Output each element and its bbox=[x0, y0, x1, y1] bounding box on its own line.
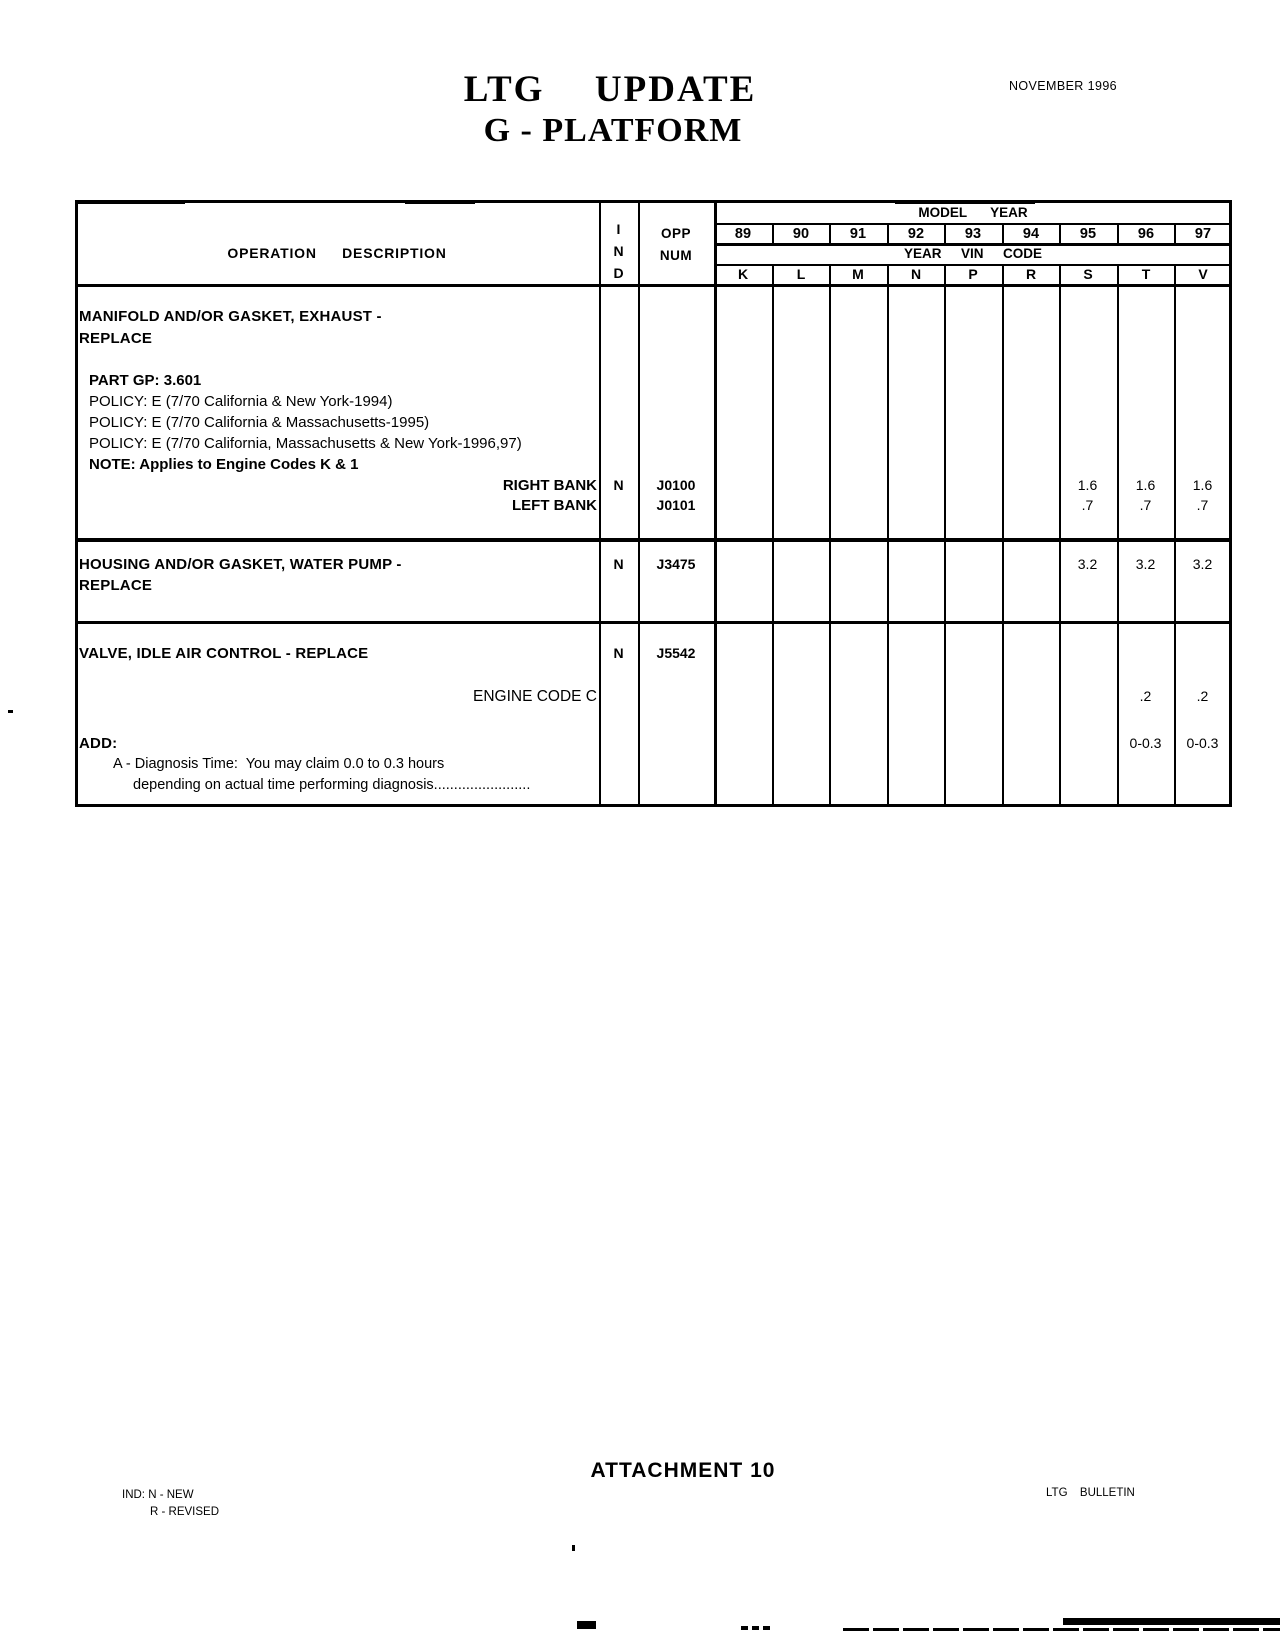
opp-num-value: J0101 bbox=[656, 497, 696, 513]
labor-hours: 1.6 bbox=[1192, 477, 1213, 493]
scan-blotch bbox=[577, 1621, 596, 1629]
diagnosis-note-line: A - Diagnosis Time: You may claim 0.0 to 0.3 hours bbox=[113, 756, 445, 772]
grid-line bbox=[944, 264, 946, 807]
operation-title: HOUSING AND/OR GASKET, WATER PUMP - bbox=[79, 556, 402, 573]
opp-num-value: J5542 bbox=[656, 645, 696, 661]
vin-header-t: T bbox=[1141, 266, 1151, 282]
labor-hours: .7 bbox=[1081, 497, 1094, 513]
policy-line: POLICY: E (7/70 California & New York-1994) bbox=[89, 393, 393, 410]
ltg-bulletin-label: LTG BULLETIN bbox=[1046, 1487, 1135, 1499]
year-header-96: 96 bbox=[1137, 226, 1155, 242]
vin-header-m: M bbox=[852, 266, 864, 282]
labor-hours: 0-0.3 bbox=[1129, 735, 1162, 751]
grid-line bbox=[714, 223, 1232, 225]
column-header-opp: OPP bbox=[660, 226, 691, 241]
scan-blotch bbox=[895, 200, 1035, 204]
grid-line bbox=[772, 264, 774, 807]
model-year-header: MODEL YEAR bbox=[918, 205, 1028, 220]
ind-value: N bbox=[613, 556, 624, 572]
year-header-97: 97 bbox=[1194, 226, 1212, 242]
labor-time-table bbox=[75, 200, 1232, 807]
year-header-89: 89 bbox=[734, 226, 752, 242]
scan-bar bbox=[1063, 1618, 1280, 1625]
scan-blotch bbox=[75, 200, 185, 204]
table-border-top bbox=[75, 200, 1232, 203]
ind-value: N bbox=[613, 477, 624, 493]
grid-line bbox=[1059, 264, 1061, 807]
scan-blotch bbox=[405, 200, 475, 204]
labor-hours: .2 bbox=[1139, 688, 1152, 704]
year-header-92: 92 bbox=[907, 226, 925, 242]
opp-num-value: J0100 bbox=[656, 477, 696, 493]
ind-legend-revised: R - REVISED bbox=[150, 1506, 220, 1518]
year-header-94: 94 bbox=[1022, 226, 1040, 242]
column-header-ind-letter: I bbox=[616, 221, 621, 237]
policy-line: POLICY: E (7/70 California, Massachusetts & New York-1996,97) bbox=[89, 435, 522, 452]
year-header-95: 95 bbox=[1079, 226, 1097, 242]
vin-header-n: N bbox=[910, 266, 922, 282]
column-header-ind-letter: N bbox=[613, 243, 624, 259]
vin-header-r: R bbox=[1025, 266, 1037, 282]
sub-op-label-left-bank: LEFT BANK bbox=[512, 497, 597, 514]
part-gp-line: PART GP: 3.601 bbox=[89, 372, 202, 389]
grid-line bbox=[1117, 264, 1119, 807]
vin-header-k: K bbox=[737, 266, 749, 282]
operation-title: REPLACE bbox=[79, 577, 153, 594]
policy-line: POLICY: E (7/70 California & Massachusetts-1995) bbox=[89, 414, 430, 431]
operation-title: MANIFOLD AND/OR GASKET, EXHAUST - bbox=[79, 308, 382, 325]
operation-title: VALVE, IDLE AIR CONTROL - REPLACE bbox=[79, 645, 369, 662]
page-subtitle: G - PLATFORM bbox=[483, 112, 743, 149]
labor-hours: .7 bbox=[1139, 497, 1152, 513]
scan-line bbox=[843, 1628, 1280, 1631]
grid-line bbox=[714, 200, 717, 807]
column-header-num: NUM bbox=[659, 248, 693, 263]
labor-hours: 3.2 bbox=[1135, 556, 1156, 572]
grid-line bbox=[1002, 264, 1004, 807]
grid-line bbox=[1174, 264, 1176, 807]
attachment-label: ATTACHMENT 10 bbox=[590, 1459, 776, 1482]
year-header-91: 91 bbox=[849, 226, 867, 242]
add-label: ADD: bbox=[79, 735, 118, 752]
vin-header-v: V bbox=[1198, 266, 1208, 282]
year-header-90: 90 bbox=[792, 226, 810, 242]
ind-legend-new: IND: N - NEW bbox=[122, 1489, 194, 1501]
labor-hours: 1.6 bbox=[1077, 477, 1098, 493]
page-title: LTG UPDATE bbox=[463, 69, 757, 110]
grid-line bbox=[599, 200, 601, 807]
column-header-ind-letter: D bbox=[613, 265, 624, 281]
opp-num-value: J3475 bbox=[656, 556, 696, 572]
labor-hours: 3.2 bbox=[1192, 556, 1213, 572]
labor-hours: .2 bbox=[1196, 688, 1209, 704]
operation-title: REPLACE bbox=[79, 330, 153, 347]
year-header-93: 93 bbox=[964, 226, 982, 242]
note-line: NOTE: Applies to Engine Codes K & 1 bbox=[89, 456, 359, 473]
diagnosis-note-line: depending on actual time performing diagnosis........................ bbox=[133, 777, 531, 793]
vin-header-p: P bbox=[968, 266, 978, 282]
date-label: NOVEMBER 1996 bbox=[1009, 79, 1118, 93]
vin-code-header: YEAR VIN CODE bbox=[903, 246, 1043, 261]
labor-hours: .7 bbox=[1196, 497, 1209, 513]
vin-header-s: S bbox=[1083, 266, 1093, 282]
vin-header-l: L bbox=[796, 266, 806, 282]
engine-code-label: ENGINE CODE C bbox=[472, 688, 597, 705]
labor-hours: 1.6 bbox=[1135, 477, 1156, 493]
scan-dashes bbox=[741, 1626, 773, 1630]
column-header-operation-description: OPERATION DESCRIPTION bbox=[227, 245, 447, 261]
labor-hours: 0-0.3 bbox=[1186, 735, 1219, 751]
scan-speck bbox=[572, 1545, 575, 1551]
labor-hours: 3.2 bbox=[1077, 556, 1098, 572]
grid-line bbox=[887, 264, 889, 807]
sub-op-label-right-bank: RIGHT BANK bbox=[502, 477, 597, 494]
ind-value: N bbox=[613, 645, 624, 661]
scan-speck bbox=[8, 710, 13, 713]
grid-line bbox=[829, 264, 831, 807]
